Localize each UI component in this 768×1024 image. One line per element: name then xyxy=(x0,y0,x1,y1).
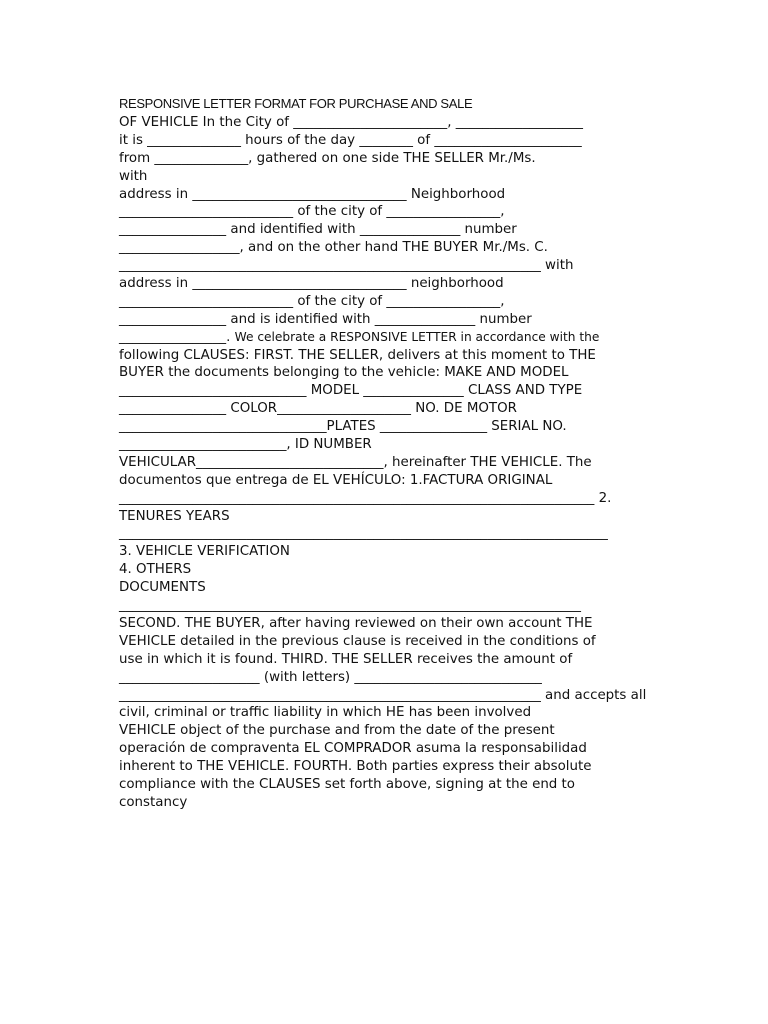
text-line: _______________________________________________________________ and accepts all xyxy=(119,687,647,703)
text-line: constancy xyxy=(119,794,188,810)
text-line: _________________________, ID NUMBER xyxy=(119,437,372,453)
text-line: from ______________, gathered on one side THE SELLER Mr./Ms. xyxy=(119,150,536,166)
text-line: BUYER the documents belonging to the vehicle: MAKE AND MODEL xyxy=(119,365,569,381)
text-line: compliance with the CLAUSES set forth above, signing at the end to xyxy=(119,776,576,792)
text-line: __________________, and on the other hand THE BUYER Mr./Ms. C. xyxy=(119,240,548,256)
text-line: _______________________________PLATES ________________ SERIAL NO. xyxy=(119,419,567,435)
text-line: TENURES YEARS xyxy=(119,508,230,524)
text-line: inherent to THE VEHICLE. FOURTH. Both parties express their absolute xyxy=(119,759,592,775)
text-line: with xyxy=(119,168,148,184)
text-line: civil, criminal or traffic liability in which HE has been involved xyxy=(119,705,532,721)
text-line: _________________________________________________________________________ xyxy=(119,526,608,542)
text-line: _______________________________________________________________ with xyxy=(119,258,574,274)
mixed-line-start: ________________. xyxy=(119,329,235,345)
text-line: address in ________________________________ neighborhood xyxy=(119,276,504,292)
text-line: following CLAUSES: FIRST. THE SELLER, delivers at this moment to THE xyxy=(119,347,596,363)
text-line: VEHICLE detailed in the previous clause is received in the conditions of xyxy=(119,633,596,649)
text-line: _______________________________________________________________________ 2. xyxy=(119,490,612,506)
document-title: RESPONSIVE LETTER FORMAT FOR PURCHASE AND SALE xyxy=(119,96,473,111)
text-line: SECOND. THE BUYER, after having reviewed on their own account THE xyxy=(119,615,593,631)
text-line: _____________________ (with letters) ____________________________ xyxy=(119,669,542,685)
text-line: ________________ COLOR____________________ NO. DE MOTOR xyxy=(119,401,517,417)
text-line: 3. VEHICLE VERIFICATION xyxy=(119,544,290,560)
text-line: __________________________ of the city of _________________, xyxy=(119,293,505,309)
text-line: _____________________________________________________________________ xyxy=(119,598,581,614)
text-line-mixed xyxy=(119,329,679,347)
text-line: ________________ and identified with _______________ number xyxy=(119,222,517,238)
text-line: ____________________________ MODEL _______________ CLASS AND TYPE xyxy=(119,383,583,399)
text-line: VEHICULAR____________________________, hereinafter THE VEHICLE. The xyxy=(119,454,592,470)
text-line: address in ________________________________ Neighborhood xyxy=(119,186,506,202)
letter-body xyxy=(119,93,679,812)
text-line: VEHICLE object of the purchase and from the date of the present xyxy=(119,723,555,739)
text-line: it is ______________ hours of the day ________ of ______________________ xyxy=(119,132,582,148)
text-line: OF VEHICLE In the City of _______________________, ___________________ xyxy=(119,115,583,130)
text-line: documentos que entrega de EL VEHÍCULO: 1.FACTURA ORIGINAL xyxy=(119,472,553,488)
text-line: use in which it is found. THIRD. THE SELLER receives the amount of xyxy=(119,651,573,667)
text-line: ________________ and is identified with _______________ number xyxy=(119,311,532,327)
text-line: 4. OTHERS xyxy=(119,562,192,578)
mixed-line-small: We celebrate a RESPONSIVE LETTER in accordance with the xyxy=(234,329,600,344)
text-line: __________________________ of the city of _________________, xyxy=(119,204,505,220)
text-line: DOCUMENTS xyxy=(119,580,206,596)
text-line: operación de compraventa EL COMPRADOR asuma la responsabilidad xyxy=(119,741,587,757)
